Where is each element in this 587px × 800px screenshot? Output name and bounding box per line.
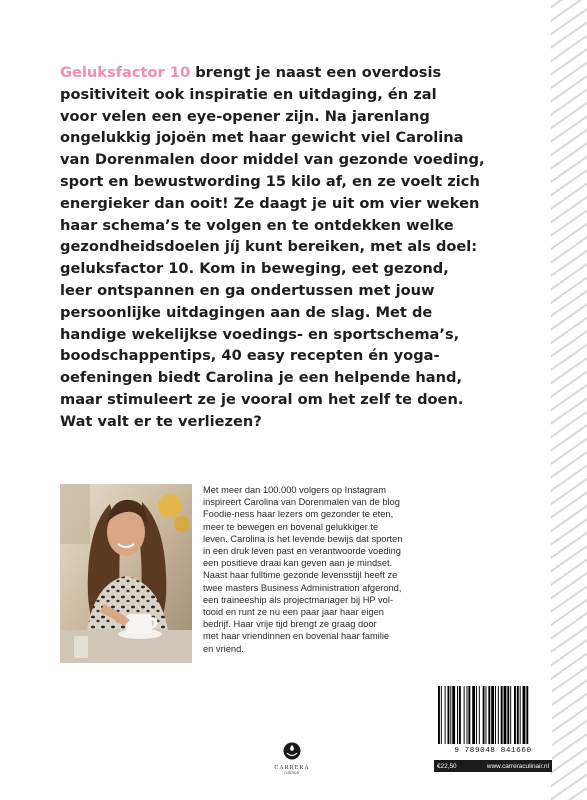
blurb-line: handige wekelijkse voedings- en sportschema’s, — [60, 325, 460, 343]
barcode-bar — [486, 686, 487, 744]
barcode-bar — [514, 686, 516, 744]
barcode-bar — [501, 686, 503, 744]
bio-line: in een druk leven past en verantwoorde voeding — [203, 546, 401, 557]
barcode-bar — [448, 686, 450, 744]
author-bio — [203, 484, 543, 655]
blurb-line: Geluksfactor 10 brengt je naast een overdosis — [60, 64, 442, 81]
author-photo — [60, 484, 192, 663]
blurb-line: persoonlijke uitdagingen aan de slag. Met de — [60, 303, 433, 321]
blurb-line: maar stimuleert ze je vooral om het zelf te doen. — [60, 390, 464, 408]
isbn-number: 9 789048 841660 — [454, 747, 532, 755]
blurb-line: geluksfactor 10. Kom in beweging, eet gezond, — [60, 260, 449, 278]
blurb-line: haar schema’s te volgen en te ontdekken welke — [60, 216, 454, 234]
barcode-bar — [483, 686, 485, 744]
blurb-line: positiviteit ook inspiratie en uitdaging, én zal — [60, 85, 437, 103]
barcode-bar — [488, 686, 490, 744]
bio-line: een traineeship als projectmanager bij HP vol- — [203, 594, 394, 605]
barcode-bars — [434, 686, 552, 744]
bio-line: met haar vriendinnen en bovenal haar familie — [203, 631, 390, 642]
blurb-line: Wat valt er te verliezen? — [60, 412, 262, 430]
barcode-bar — [517, 686, 519, 744]
barcode-bar — [438, 686, 440, 744]
barcode-bar — [452, 686, 455, 744]
barcode-bar — [468, 686, 470, 744]
barcode-bar — [520, 686, 521, 744]
barcode-bar — [510, 686, 511, 744]
blurb-line: ongelukkig jojoën met haar gewicht viel Carolina — [60, 129, 464, 147]
bio-line: inspireert Carolina van Dorenmalen van de blog — [203, 497, 400, 508]
barcode-bar — [491, 686, 494, 744]
barcode-bar — [445, 686, 446, 744]
blurb-line: van Dorenmalen door middel van gezonde voeding, — [60, 151, 485, 169]
barcode-bar — [498, 686, 499, 744]
barcode-bar — [467, 686, 468, 744]
blurb-line: gezondheidsdoelen jíj kunt bereiken, met als doel: — [60, 238, 478, 256]
blurb-line: sport en bewustwording 15 kilo af, en ze voelt zich — [60, 172, 480, 190]
publisher-emblem-icon — [283, 742, 301, 760]
bio-line: en vriend. — [203, 643, 244, 654]
bio-line: Foodie-ness haar lezers om gezonder te eten, — [203, 509, 394, 520]
barcode-bar — [457, 686, 458, 744]
barcode-bar — [464, 686, 465, 744]
bio-line: Naast haar fulltime gezonde levensstijl heeft ze — [203, 570, 398, 581]
blurb-line: oefeningen biedt Carolina je een helpende hand, — [60, 369, 463, 387]
publisher-url: www.carreraculinair.nl — [486, 762, 549, 770]
publisher-logo — [264, 742, 320, 776]
barcode-bar — [504, 686, 507, 744]
bio-line: een positieve draai kan geven aan je mindset. — [203, 558, 393, 569]
barcode-bar — [441, 686, 442, 744]
bio-line: meer te bewegen en bovenal gelukkiger te — [203, 521, 379, 532]
publisher-sub: culinair — [284, 771, 300, 776]
barcode-bar — [479, 686, 480, 744]
blurb-line: boodschappentips, 40 easy recepten én yoga- — [60, 347, 440, 365]
barcode-bar — [472, 686, 475, 744]
barcode-bar — [459, 686, 461, 744]
bio-line: tooid en runt ze nu een paar jaar haar eigen — [203, 607, 384, 618]
bio-line: Met meer dan 100.000 volgers op Instagram — [203, 485, 386, 495]
barcode-bar — [450, 686, 451, 744]
price: €22,50 — [437, 762, 457, 770]
publisher-name: CARRERA — [274, 765, 310, 771]
barcode-bar — [523, 686, 526, 744]
blurb-line: leer ontspannen en ga ondertussen met jouw — [60, 281, 435, 299]
bio-line: bedrijf. Haar vrije tijd brengt ze graag door — [203, 619, 377, 630]
bio-line: twee masters Business Administration afgerond, — [203, 582, 402, 593]
back-cover-blurb — [60, 62, 550, 433]
barcode-bar — [526, 686, 528, 744]
blurb-line: voor velen een eye-opener zijn. Na jarenlang — [60, 107, 430, 125]
bio-line: leven. Carolina is het levende bewijs dat sporten — [203, 533, 403, 544]
barcode-bar — [476, 686, 477, 744]
blurb-line: energieker dan ooit! Ze daagt je uit om vier weken — [60, 194, 480, 212]
book-title-highlight: Geluksfactor 10 — [60, 64, 191, 81]
author-photo-illustration — [60, 484, 192, 663]
barcode-bar — [507, 686, 509, 744]
barcode-bar — [495, 686, 496, 744]
decorative-stripes — [551, 0, 587, 800]
price-bar — [434, 760, 552, 772]
